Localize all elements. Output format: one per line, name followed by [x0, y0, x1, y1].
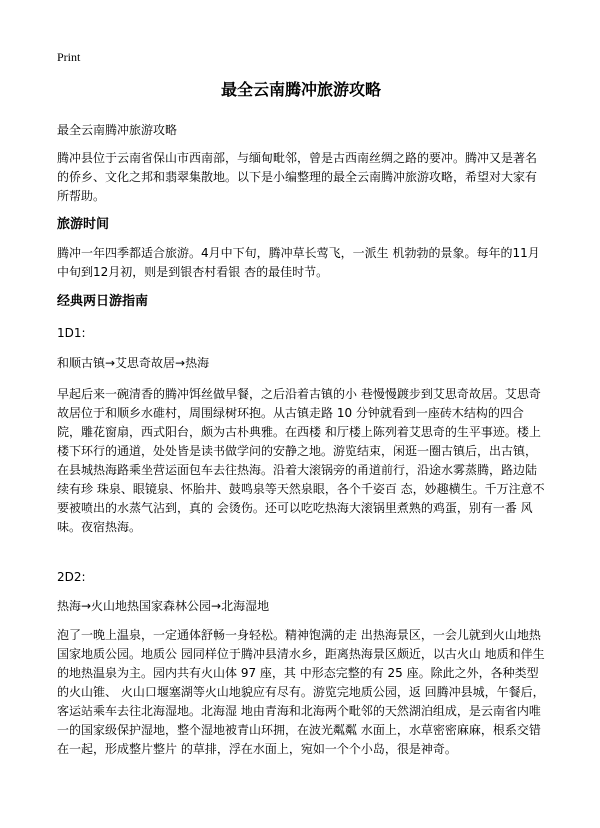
day1-paragraph: 早起后来一碗清香的腾冲饵丝做早餐，之后沿着古镇的小 巷慢慢踱步到艾思奇故居。艾思奇故居位于和顺乡水碓村，周围绿树环抱。从古镇走路 10 分钟就看到一座砖木结构的四合院，雕花窗扇，西式阳台，颇为古朴典雅。在西楼 和厅楼上陈列着艾思奇的生平事迹。楼上楼下环行的通道，处处皆是读书做学问的安静之地。游览结束，闲逛一圈古镇后，出古镇，在县城热海路乘坐营运面包车去往热海。沿着大滚锅旁的甬道前行，沿途水雾蒸腾，路边陆续有珍 珠泉、眼镜泉、怀胎井、鼓鸣泉等天然泉眼，各个千姿百 态，妙趣横生。千万注意不要被喷出的水蒸气沾到，真的 会烫伤。还可以吃吃热海大滚锅里煮熟的鸡蛋，别有一番 风味。夜宿热海。	[57, 387, 545, 534]
day1-route: 和顺古镇→艾思奇故居→热海	[57, 356, 210, 370]
day1-label: 1D1:	[57, 326, 86, 340]
day2-paragraph: 泡了一晚上温泉，一定通体舒畅一身轻松。精神饱满的走 出热海景区，一会儿就到火山地热国家地质公园。地质公 园同样位于腾冲县清水乡，距离热海景区颇近，以古火山 地质和伴生的地热温泉为主。园内共有火山体 97 座，其 中形态完整的有 25 座。除此之外，各种类型的火山锥、 火山口堰塞湖等火山地貌应有尽有。游览完地质公园，返 回腾冲县城，午餐后，客运站乘车去往北海湿地。北海湿 地由青海和北海两个毗邻的天然湖泊组成，是云南省内唯 一的国家级保护湿地，整个湿地被青山环拥，在波光粼粼 水面上，水草密密麻麻，根系交错在一起，形成整片整片 的草排，浮在水面上，宛如一个个小岛，很是神奇。	[57, 628, 545, 756]
intro-paragraph: 腾冲县位于云南省保山市西南部，与缅甸毗邻，曾是古西南丝绸之路的要冲。腾冲又是著名的侨乡、文化之邦和翡翠集散地。以下是小编整理的最全云南腾冲旅游攻略，希望对大家有所帮助。	[57, 151, 538, 203]
document-subtitle: 最全云南腾冲旅游攻略	[57, 123, 178, 137]
guide-heading: 经典两日游指南	[57, 294, 149, 309]
day2-label: 2D2:	[57, 570, 86, 584]
travel-time-heading: 旅游时间	[57, 217, 110, 232]
document-title: 最全云南腾冲旅游攻略	[220, 80, 381, 99]
travel-time-paragraph: 腾冲一年四季都适合旅游。4月中下旬，腾冲草长莺飞，一派生 机勃勃的景象。每年的11月中旬到12月初，则是到银杏村看银 杏的最佳时节。	[57, 246, 540, 279]
day2-route: 热海→火山地热国家森林公园→北海湿地	[57, 599, 270, 613]
print-link[interactable]: Print	[57, 50, 81, 64]
